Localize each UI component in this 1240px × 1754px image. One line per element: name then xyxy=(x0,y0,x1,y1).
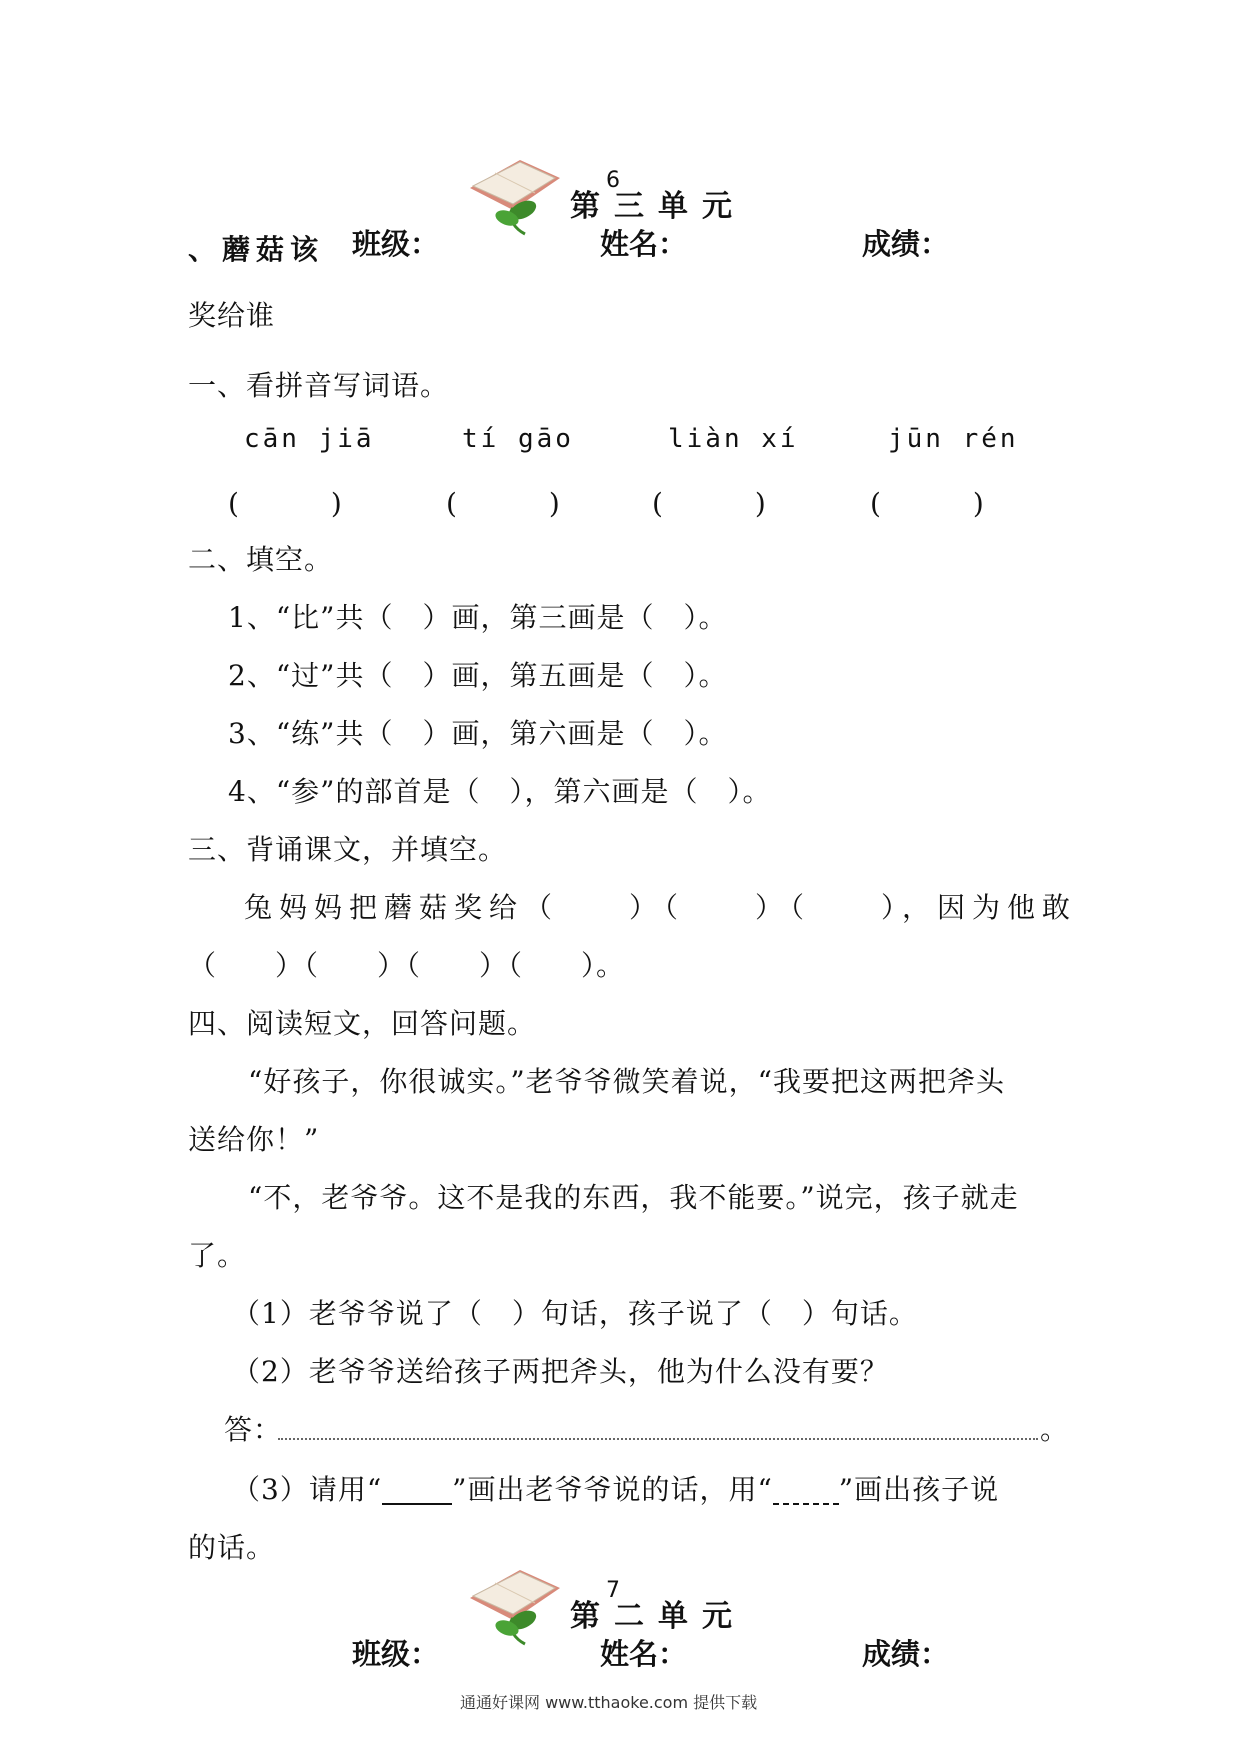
question-3-part1: （3）请用“ xyxy=(232,1473,383,1506)
score-field-label: 成绩： xyxy=(862,1637,950,1671)
class-field-label: 班级： xyxy=(352,227,440,261)
lesson-title-part1: 、蘑菇该 xyxy=(188,233,325,266)
name-field-label: 姓名： xyxy=(600,227,688,261)
pinyin-2: tí gāo xyxy=(462,424,574,454)
class-field-label: 班级： xyxy=(352,1637,440,1671)
pinyin-1: cān jiā xyxy=(244,424,375,454)
page-number: 6 xyxy=(606,168,620,193)
question-3 xyxy=(232,1468,999,1508)
question-1: （1）老爷爷说了（ ）句话，孩子说了（ ）句话。 xyxy=(232,1297,918,1330)
dashed-underline-sample xyxy=(773,1479,839,1505)
blank-3: ( ) xyxy=(652,487,768,520)
passage-para1-line1: “好孩子，你很诚实。”老爷爷微笑着说，“我要把这两把斧头 xyxy=(248,1065,1005,1098)
answer-label: 答： xyxy=(224,1413,283,1446)
fill-item-4: 4、“参”的部首是（ ），第六画是（ ）。 xyxy=(228,775,772,808)
page-number: 7 xyxy=(606,1578,620,1603)
book-leaf-icon xyxy=(465,148,565,238)
unit-title: 第二单元 xyxy=(570,1599,746,1634)
section1-heading: 一、看拼音写词语。 xyxy=(188,369,450,402)
blank-2: ( ) xyxy=(446,487,562,520)
fill-item-1: 1、“比”共（ ）画，第三画是（ ）。 xyxy=(228,601,728,634)
answer-line[interactable] xyxy=(278,1438,1038,1440)
blank-4: ( ) xyxy=(870,487,986,520)
blank-1: ( ) xyxy=(228,487,344,520)
pinyin-4: jūn rén xyxy=(888,424,1019,454)
fill-item-2: 2、“过”共（ ）画，第五画是（ ）。 xyxy=(228,659,728,692)
answer-end: 。 xyxy=(1040,1413,1070,1446)
fill-item-3: 3、“练”共（ ）画，第六画是（ ）。 xyxy=(228,717,728,750)
passage-para2-line1: “不，老爷爷。这不是我的东西，我不能要。”说完，孩子就走 xyxy=(248,1181,1019,1214)
pinyin-3: liàn xí xyxy=(668,424,799,454)
section3-heading: 三、背诵课文，并填空。 xyxy=(188,833,508,866)
book-leaf-icon xyxy=(465,1558,565,1648)
passage-para2-line2: 了。 xyxy=(188,1239,247,1272)
recite-line-2: （ ）（ ）（ ）（ ）。 xyxy=(188,949,626,982)
question-3-part2: ”画出老爷爷说的话，用“ xyxy=(452,1473,773,1506)
unit-title: 第三单元 xyxy=(570,189,746,224)
solid-underline-sample xyxy=(382,1479,452,1505)
lesson-title-part2: 奖给谁 xyxy=(188,299,276,332)
score-field-label: 成绩： xyxy=(862,227,950,261)
question-3-line2: 的话。 xyxy=(188,1531,276,1564)
section4-heading: 四、阅读短文，回答问题。 xyxy=(188,1007,537,1040)
section2-heading: 二、填空。 xyxy=(188,543,334,576)
name-field-label: 姓名： xyxy=(600,1637,688,1671)
question-3-part3: ”画出孩子说 xyxy=(838,1473,1000,1506)
recite-line-1: 兔妈妈把蘑菇奖给（ ）（ ）（ ），因为他敢 xyxy=(244,891,1078,924)
question-2: （2）老爷爷送给孩子两把斧头，他为什么没有要？ xyxy=(232,1355,889,1388)
footer-credit: 通通好课网 www.tthaoke.com 提供下载 xyxy=(460,1693,758,1712)
passage-para1-line2: 送给你！” xyxy=(188,1123,320,1156)
